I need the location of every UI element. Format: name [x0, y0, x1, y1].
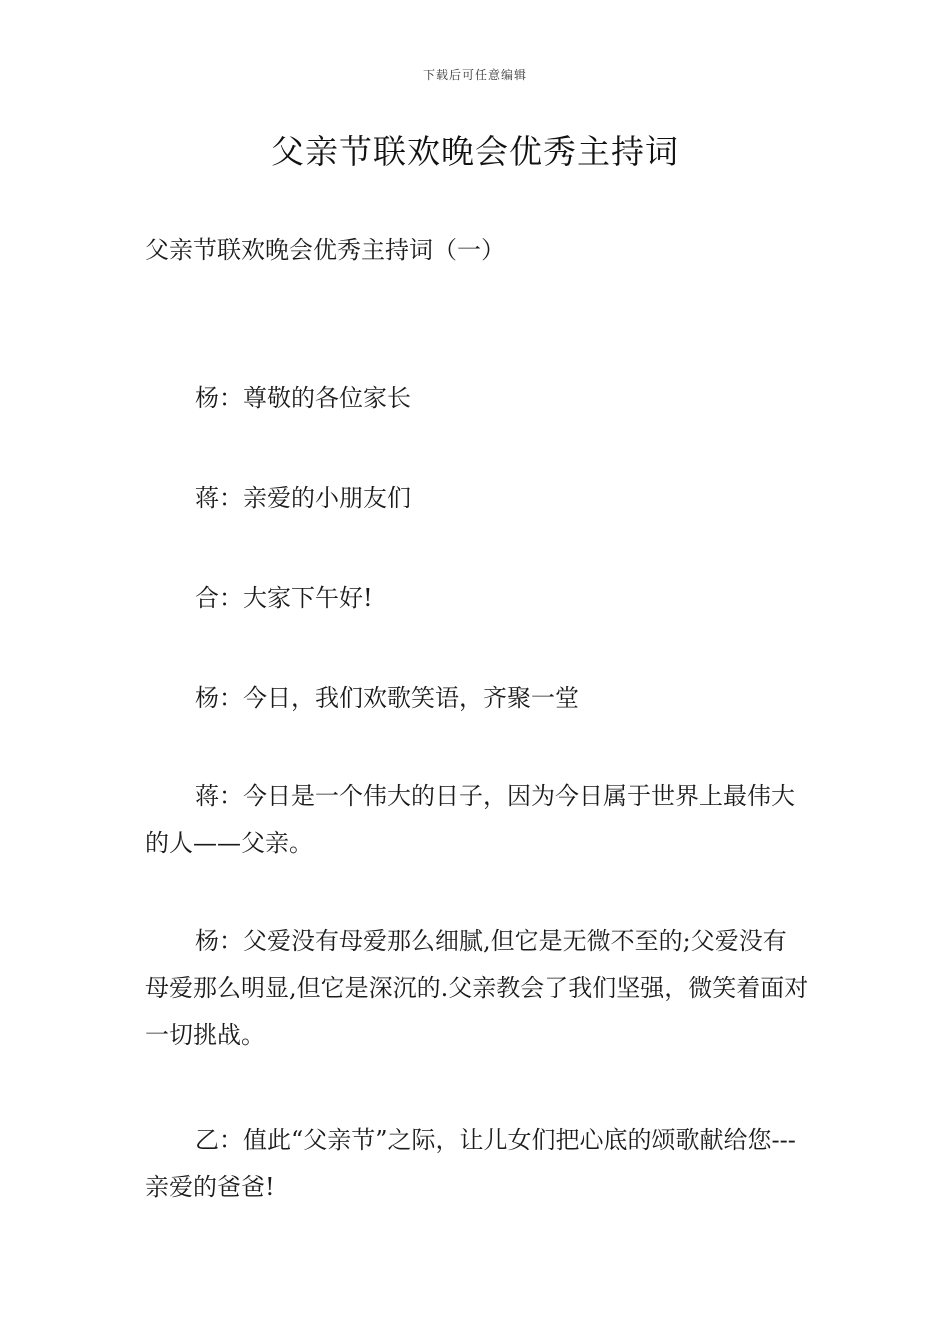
paragraph: 合：大家下午好!	[195, 584, 373, 612]
header-note: 下载后可任意编辑	[422, 68, 527, 82]
paragraph: 乙：值此“父亲节”之际，让儿女们把心底的颂歌献给您---亲爱的爸爸!	[145, 1126, 796, 1201]
paragraph: 杨：父爱没有母爱那么细腻,但它是无微不至的;父爱没有母爱那么明显,但它是深沉的.父亲教会了我们坚强，微笑着面对一切挑战。	[145, 927, 809, 1049]
paragraph: 杨：今日，我们欢歌笑语，齐聚一堂	[195, 684, 579, 712]
paragraph: 蒋：亲爱的小朋友们	[195, 484, 411, 512]
paragraph: 蒋：今日是一个伟大的日子，因为今日属于世界上最伟大的人——父亲。	[145, 782, 795, 857]
section-title: 父亲节联欢晚会优秀主持词（一）	[145, 236, 505, 264]
paragraph: 杨：尊敬的各位家长	[195, 384, 411, 412]
document-title: 父亲节联欢晚会优秀主持词	[271, 132, 679, 171]
